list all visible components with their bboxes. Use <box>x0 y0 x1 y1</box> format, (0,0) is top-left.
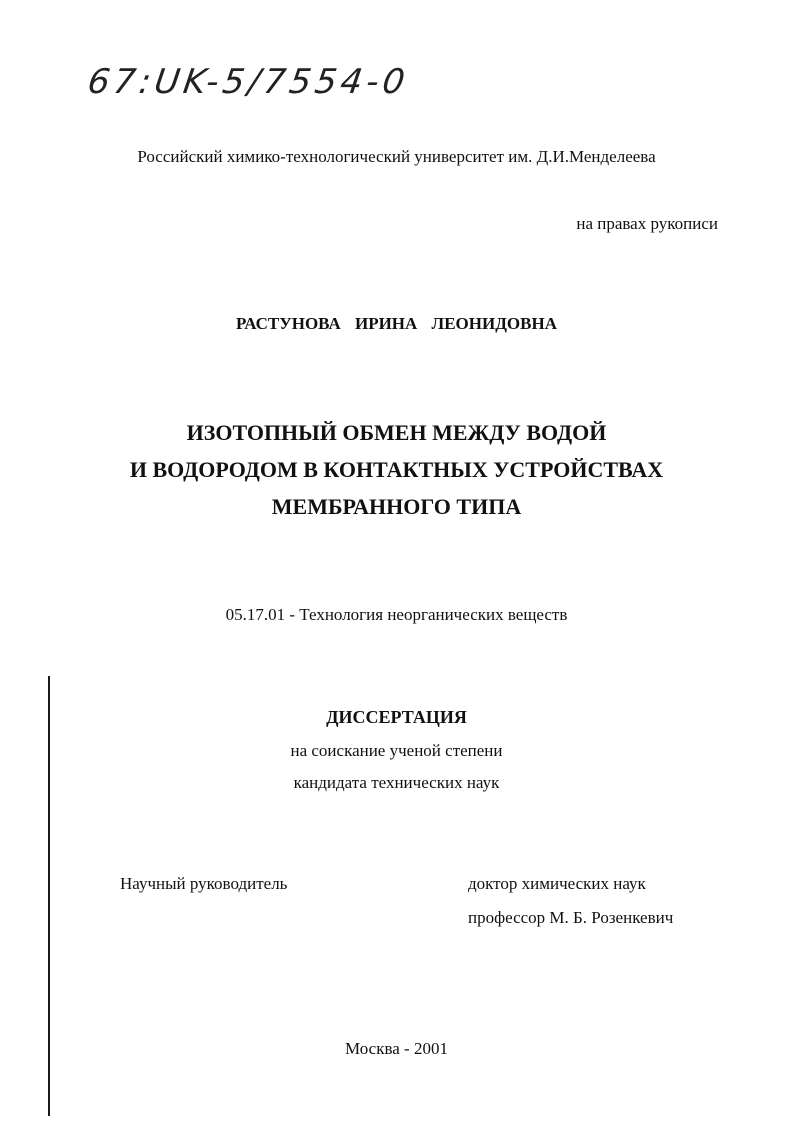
manuscript-note: на правах рукописи <box>576 214 718 233</box>
handwritten-archive-number: 67:UK-5/7554-0 <box>85 62 412 102</box>
title-line-3: МЕМБРАННОГО ТИПА <box>271 494 522 519</box>
title-line-2: И ВОДОРОДОМ В КОНТАКТНЫХ УСТРОЙСТВАХ <box>129 457 664 482</box>
dissertation-heading: ДИССЕРТАЦИЯ <box>326 707 467 727</box>
dissertation-degree-line-1: на соискание ученой степени <box>290 741 503 760</box>
advisor-degree: доктор химических наук <box>468 874 646 893</box>
city-year: Москва - 2001 <box>345 1039 448 1058</box>
title-line-1: ИЗОТОПНЫЙ ОБМЕН МЕЖДУ ВОДОЙ <box>186 420 607 445</box>
author-name: РАСТУНОВА ИРИНА ЛЕОНИДОВНА <box>236 314 557 333</box>
advisor-label: Научный руководитель <box>120 874 288 893</box>
university-name: Российский химико-технологический университет им. Д.И.Менделеева <box>137 147 656 166</box>
specialty-code: 05.17.01 - Технология неорганических веществ <box>225 605 568 624</box>
scan-edge-line <box>48 676 50 1116</box>
dissertation-degree-line-2: кандидата технических наук <box>293 773 500 792</box>
advisor-name: профессор М. Б. Розенкевич <box>468 908 674 927</box>
